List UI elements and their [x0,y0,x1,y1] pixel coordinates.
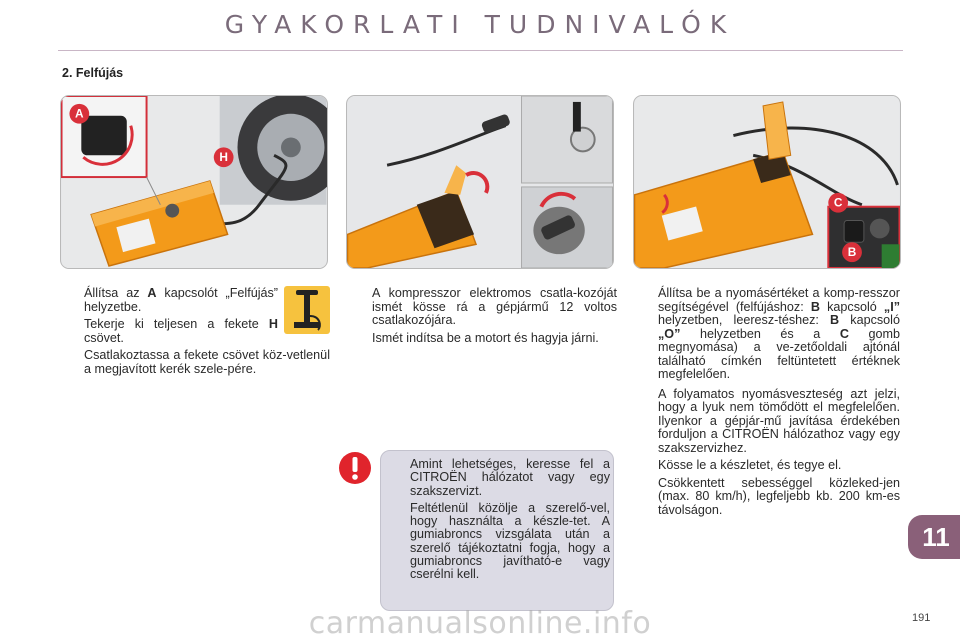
list-item: Állítsa az A kapcsolót „Felfújás” helyzetbe. [84,286,279,314]
list-item: Kösse le a készletet, és tegye el. [658,458,842,472]
warning-paragraph: Feltétlenül közölje a szerelő-vel, hogy használta a készle-tet. A gumiabroncs vizsgálata után a szerelő tájékoztatni fogja, hogy a gumiabroncs javítható-e vagy cserélni kell. [410,500,610,582]
figure-3-illustration [634,96,900,268]
list-item: Amint lehetséges, keresse fel a CITROËN hálózatot vagy egy szakszervizt. [410,457,610,498]
callout-c-label: C [833,195,843,210]
figure-compressor-controls [633,95,901,269]
figure-2-illustration [347,96,613,268]
title-divider [58,50,903,51]
figure-1-illustration [61,96,327,268]
page-title: GYAKORLATI TUDNIVALÓK [224,10,736,39]
warning-text [388,458,610,586]
list-item: Tekerje ki teljesen a fekete H csövet. [84,317,278,345]
exclamation-icon [338,451,372,485]
callout-a-label: A [75,106,84,121]
note-paragraph: A folyamatos nyomásveszteség azt jelzi, hogy a lyuk nem tömődött el megfelelően. Ilyenkor a gépjár-mű javítása érdekében forduljon a CITROËN hálózathoz vagy egy szakszervizhez. [658,386,900,455]
instructions-column-3 [636,287,900,521]
list-item: A kompresszor elektromos csatla-kozóját ismét kösse rá a gépjármű 12 voltos csatlakozójára. [372,286,617,327]
list-item: Csatlakoztassa a fekete csövet köz-vetlenül a megjavított kerék szele-pére. [84,348,330,376]
page-number: 191 [912,612,931,624]
list-item: Állítsa be a nyomásértéket a komp-resszor segítségével (felfújáshoz: B kapcsoló „I” helyzetben, leeresz-téshez: B kapcsoló „O” helyzetben és a C gomb megnyomása) a ve-zetőoldali ajtónál található címkén feltüntetett értéknek megfelelően. [658,286,901,381]
figure-compressor-inflate [60,95,328,269]
figure-compressor-plug [346,95,614,269]
callout-h-label: H [219,150,228,165]
chapter-tab: 11 [908,515,960,559]
instructions-column-2 [350,287,617,349]
watermark: carmanualsonline.info [308,606,652,640]
section-heading: 2. Felfújás [62,66,124,80]
list-item: Csökkentett sebességgel közleked-jen (max. 80 km/h), legfeljebb kb. 200 km-es távolságon. [658,475,900,517]
callout-b-label: B [847,245,857,260]
list-item: Ismét indítsa be a motort és hagyja járni. [372,330,599,345]
air-pump-icon [284,286,330,334]
